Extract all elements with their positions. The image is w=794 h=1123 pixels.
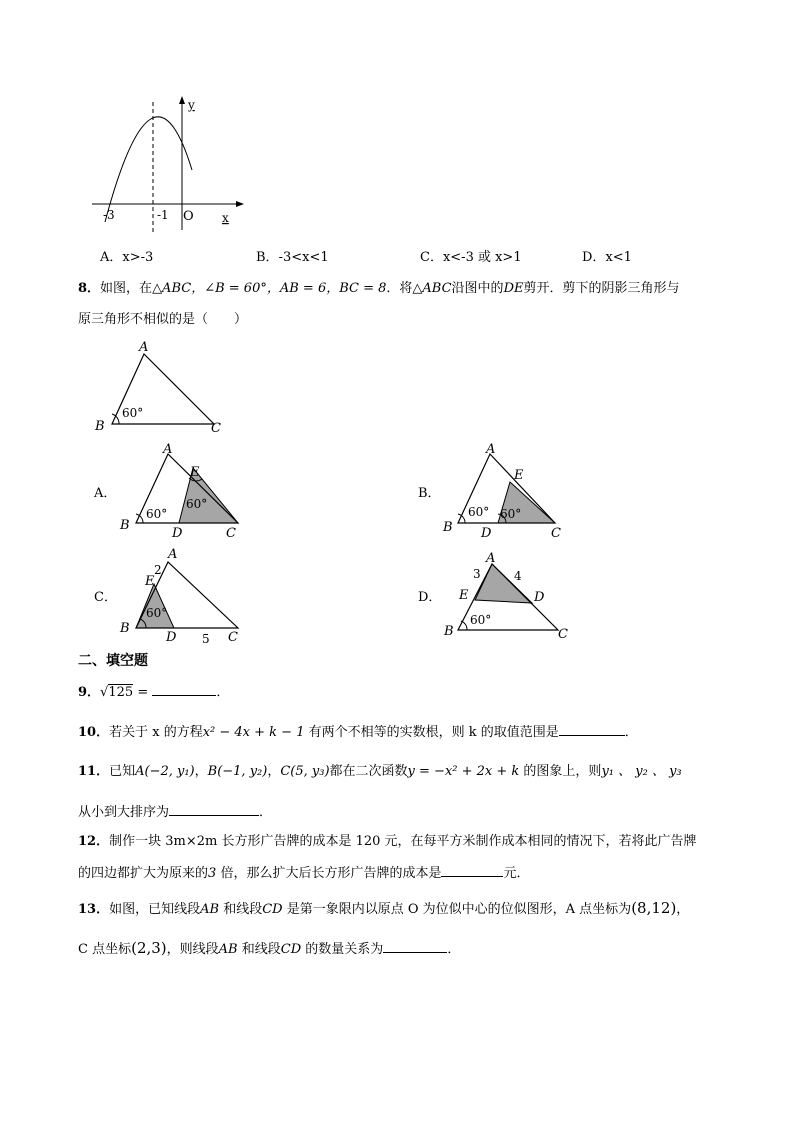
svg-text:5: 5 (202, 632, 210, 646)
q8-option-b-figure (440, 442, 580, 542)
q7-option-c: C．x<-3 或 x>1 (420, 250, 522, 265)
svg-text:D: D (534, 590, 545, 605)
q10-answer-blank[interactable] (559, 721, 625, 736)
q11-line2: 从小到大排序为 ． (78, 801, 272, 823)
y-axis-label: y (188, 98, 195, 112)
q8-option-a-figure (114, 442, 254, 542)
q12-line1: 12．制作一块 3m×2m 长方形广告牌的成本是 120 元，在每平方米制作成本相同的情况下，若将此广告牌 (78, 834, 697, 849)
q13-line1: 13．如图，已知线段AB 和线段CD 是第一象限内以原点 O 为位似中心的位似图形，A 点坐标为(8,12)， (78, 899, 690, 917)
q7-option-d: D．x<1 (582, 250, 632, 265)
svg-text:A: A (486, 551, 496, 566)
svg-text:D: D (166, 630, 177, 645)
svg-text:60°: 60° (470, 613, 492, 627)
q8-line2: 原三角形不相似的是（ ） (78, 312, 248, 327)
svg-text:C: C (228, 630, 238, 645)
svg-text:60°: 60° (186, 497, 208, 511)
q8-number: 8． (78, 281, 101, 296)
svg-text:60°: 60° (122, 406, 144, 420)
q8-option-d-label: D． (418, 590, 442, 605)
svg-text:C: C (226, 526, 236, 541)
x-axis-label: x (222, 211, 229, 225)
svg-text:B: B (95, 419, 105, 434)
svg-text:B: B (120, 518, 130, 533)
q7-option-a: A．x>-3 (100, 250, 154, 265)
q8-option-d-figure (440, 548, 580, 644)
svg-text:E: E (190, 465, 200, 480)
parabola-graph (88, 92, 248, 234)
svg-text:4: 4 (514, 569, 522, 583)
svg-text:3: 3 (473, 567, 481, 581)
svg-text:B: B (120, 621, 130, 636)
parabola-curve (105, 117, 192, 222)
q8-option-c-label: C． (94, 590, 117, 605)
sqrt-symbol: √ (100, 685, 109, 700)
svg-text:2: 2 (154, 563, 162, 577)
q9: 9．√125 = ． (78, 681, 229, 703)
q8-option-a-label: A． (94, 486, 117, 501)
svg-text:B: B (444, 624, 454, 639)
q10: 10．若关于 x 的方程x² − 4x + k − 1 有两个不相等的实数根，则 k 的取值范围是 ． (78, 721, 638, 743)
svg-text:C: C (558, 627, 568, 642)
tick-neg3: -3 (103, 208, 115, 222)
q12-answer-blank[interactable] (441, 862, 503, 877)
tick-neg1: -1 (157, 208, 169, 222)
svg-text:E: E (145, 574, 155, 589)
svg-text:D: D (172, 526, 183, 541)
origin-label: O (183, 209, 194, 224)
x-axis-arrow (236, 201, 244, 207)
svg-text:C: C (551, 526, 561, 541)
svg-text:D: D (481, 526, 492, 541)
q11-line1: 11．已知A(−2, y₁)，B(−1, y₂)，C(5, y₃)都在二次函数y = −x² + 2x + k 的图象上，则y₁ 、 y₂ 、 y₃ (78, 764, 682, 779)
q13-line2: C 点坐标(2,3)，则线段AB 和线段CD 的数量关系为 ． (78, 939, 461, 957)
q11-answer-blank[interactable] (169, 801, 259, 816)
svg-text:A: A (139, 340, 149, 355)
section-heading: 二、填空题 (78, 653, 148, 669)
svg-text:60°: 60° (146, 507, 168, 521)
q8-option-c-figure (114, 544, 254, 648)
svg-text:60°: 60° (500, 507, 522, 521)
y-axis-arrow (179, 96, 185, 104)
svg-text:60°: 60° (146, 606, 168, 620)
svg-text:60°: 60° (468, 505, 490, 519)
svg-text:E: E (459, 588, 469, 603)
q7-option-b: B．-3<x<1 (256, 250, 329, 265)
q8-option-b-label: B． (418, 486, 441, 501)
q12-line2: 的四边都扩大为原来的3 倍，那么扩大后长方形广告牌的成本是 元． (78, 862, 529, 884)
q8-main-triangle (90, 338, 230, 438)
svg-text:C: C (211, 421, 221, 436)
q13-answer-blank[interactable] (383, 938, 447, 953)
svg-text:A: A (163, 442, 173, 457)
svg-text:B: B (443, 520, 453, 535)
svg-text:A: A (486, 442, 496, 457)
svg-text:E: E (514, 468, 524, 483)
q8-line1: 8．如图，在△ABC，∠B = 60°，AB = 6，BC = 8．将△ABC沿图中的DE剪开．剪下的阴影三角形与 (78, 281, 680, 296)
q9-answer-blank[interactable] (152, 681, 216, 696)
svg-text:A: A (168, 547, 178, 562)
